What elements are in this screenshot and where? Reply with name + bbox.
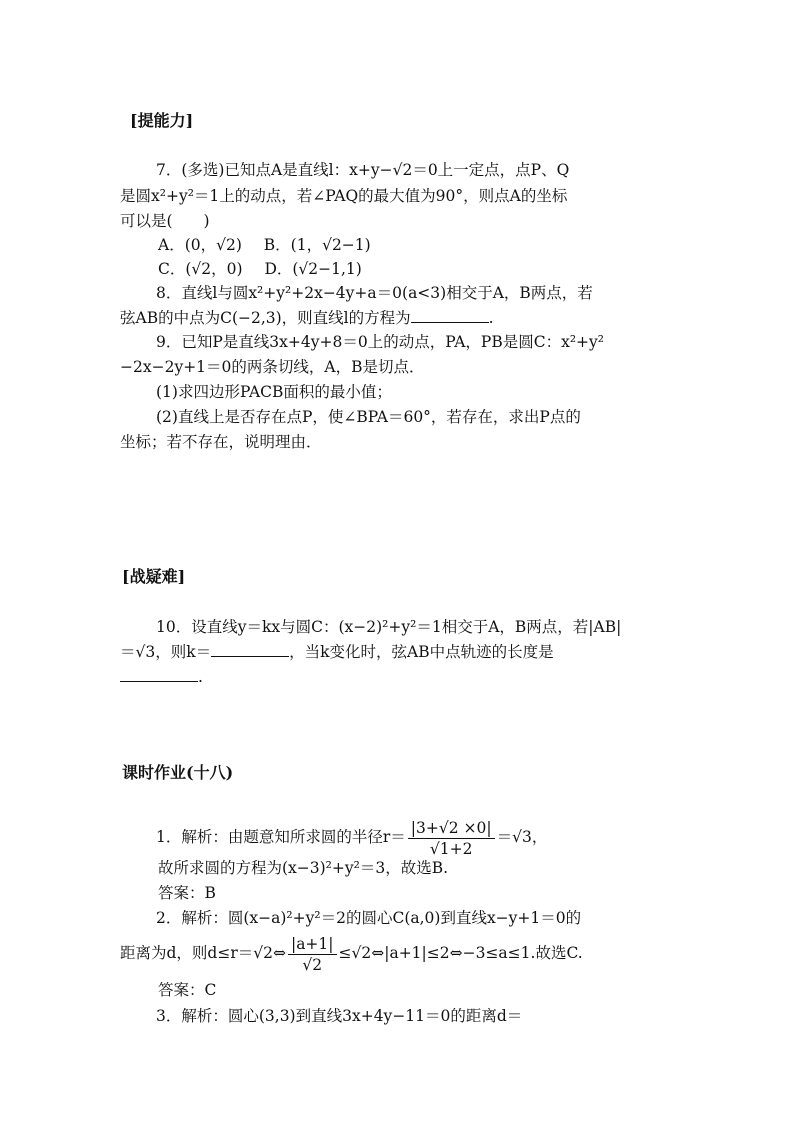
- q7-option-a: A．(0，√2): [158, 236, 242, 254]
- q10-line-2b: ，当k变化时，弦AB中点轨迹的长度是: [289, 643, 554, 661]
- a3-line-1: 3．解析：圆心(3,3)到直线3x+4y−11＝0的距离d＝: [156, 1007, 523, 1025]
- q7-option-b: B．(1，√2−1): [263, 236, 371, 254]
- q10-line-3: [120, 665, 203, 689]
- q7-options-ab: [158, 233, 371, 257]
- a2-fraction: [288, 934, 337, 975]
- a2-lead: 距离为d，则d≤r＝√2⇔: [120, 944, 286, 962]
- a1-line-1: [156, 812, 547, 862]
- a1-answer: 答案：B: [158, 884, 216, 902]
- a1-fraction-denominator: √1+2: [429, 839, 473, 858]
- section-heading-ability: [提能力]: [130, 111, 194, 130]
- a2-fraction-denominator: √2: [302, 955, 323, 974]
- q8-line-1: 8．直线l与圆x²+y²+2x−4y+a＝0(a<3)相交于A，B两点，若: [156, 284, 593, 302]
- q8-line-2-text: 弦AB的中点为C(−2,3)，则直线l的方程为: [120, 309, 411, 327]
- q8-tail: .: [488, 309, 494, 327]
- q10-length-blank: [120, 667, 198, 682]
- q10-line-1: 10．设直线y＝kx与圆C：(x−2)²+y²＝1相交于A，B两点，若|AB|: [156, 618, 622, 636]
- q7-option-d: D．(√2−1,1): [264, 260, 362, 278]
- a2-fraction-numerator: |a+1|: [288, 934, 337, 955]
- a1-line-2: 故所求圆的方程为(x−3)²+y²＝3，故选B.: [158, 859, 449, 877]
- q7-options-cd: [158, 257, 362, 281]
- q10-line-2a: ＝√3，则k＝: [120, 643, 212, 661]
- q7-option-c: C．(√2，0): [158, 260, 243, 278]
- a1-fraction-numerator: |3+√2 ×0|: [408, 818, 495, 839]
- q9-line-3: (1)求四边形PACB面积的最小值；: [156, 383, 392, 401]
- a1-after: ＝√3，: [496, 828, 548, 846]
- q9-line-4: (2)直线上是否存在点P，使∠BPA＝60°，若存在，求出P点的: [156, 408, 581, 426]
- section-heading-challenge: [战疑难]: [122, 567, 186, 586]
- q8-line-2: [120, 306, 494, 330]
- a1-fraction: [408, 818, 495, 859]
- q10-k-blank: [211, 642, 289, 657]
- q10-tail: .: [198, 668, 203, 686]
- q9-line-1: 9．已知P是直线3x+4y+8＝0上的动点，PA，PB是圆C：x²+y²: [156, 333, 605, 351]
- a1-lead: 1．解析：由题意知所求圆的半径r＝: [156, 828, 406, 846]
- section-heading-homework: 课时作业(十八): [122, 763, 234, 782]
- q7-line-1: 7．(多选)已知点A是直线l：x+y−√2＝0上一定点，点P、Q: [156, 161, 570, 179]
- q7-line-3: 可以是( ): [120, 212, 210, 230]
- q9-line-2: −2x−2y+1＝0的两条切线，A，B是切点．: [120, 358, 425, 376]
- q7-line-2: 是圆x²+y²＝1上的动点，若∠PAQ的最大值为90°，则点A的坐标: [120, 187, 568, 205]
- a2-after: ≤√2⇔|a+1|≤2⇔−3≤a≤1.故选C.: [338, 944, 583, 962]
- a2-line-2: [120, 928, 583, 978]
- q10-line-2: [120, 640, 554, 664]
- a2-line-1: 2．解析：圆(x−a)²+y²＝2的圆心C(a,0)到直线x−y+1＝0的: [156, 909, 582, 927]
- a2-answer: 答案：C: [158, 981, 217, 999]
- q8-answer-blank: [411, 308, 489, 323]
- q9-line-5: 坐标；若不存在，说明理由．: [120, 433, 322, 451]
